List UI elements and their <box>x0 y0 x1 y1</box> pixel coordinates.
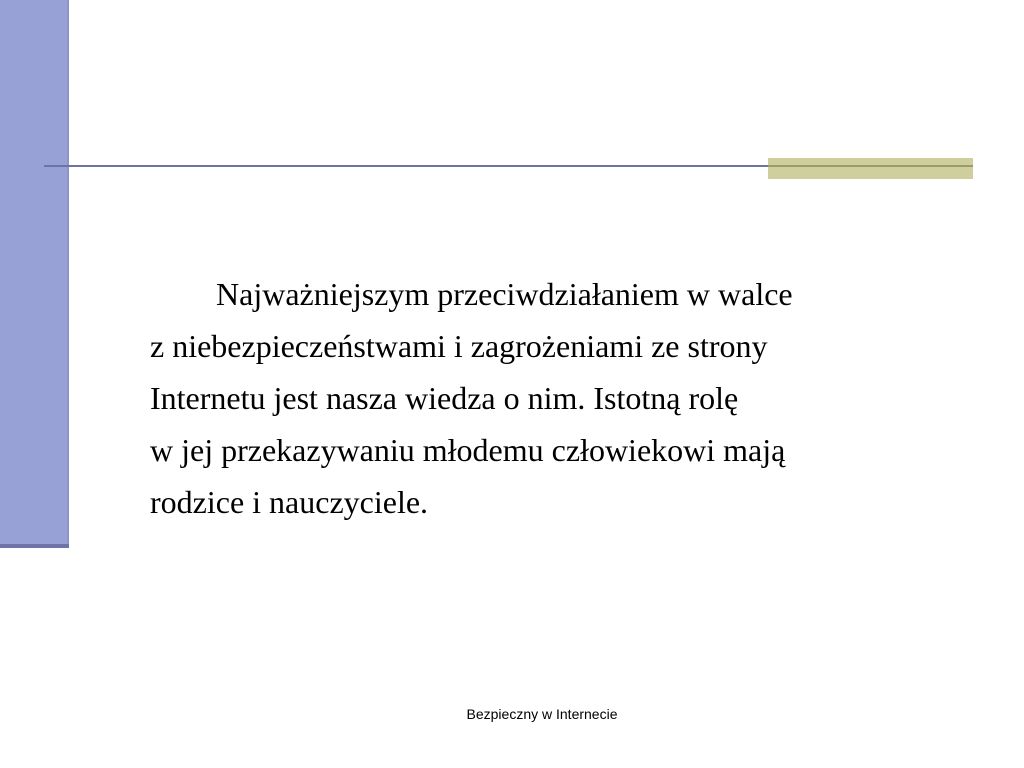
left-bar-edge <box>67 0 69 548</box>
slide-footer: Bezpieczny w Internecie <box>466 706 618 722</box>
body-line: Internetu jest nasza wiedza o nim. Istotną rolę <box>150 380 739 416</box>
accent-block-line <box>768 165 973 167</box>
body-line: w jej przekazywaniu młodemu człowiekowi mają <box>150 432 786 468</box>
left-decorative-bar <box>0 0 67 544</box>
accent-block <box>768 158 973 179</box>
left-bar-bottom-edge <box>0 544 69 548</box>
body-paragraph <box>150 268 950 528</box>
body-line: z niebezpieczeństwami i zagrożeniami ze strony <box>150 328 768 364</box>
body-line: Najważniejszym przeciwdziałaniem w walce <box>216 276 793 312</box>
body-line: rodzice i nauczyciele. <box>150 484 429 520</box>
